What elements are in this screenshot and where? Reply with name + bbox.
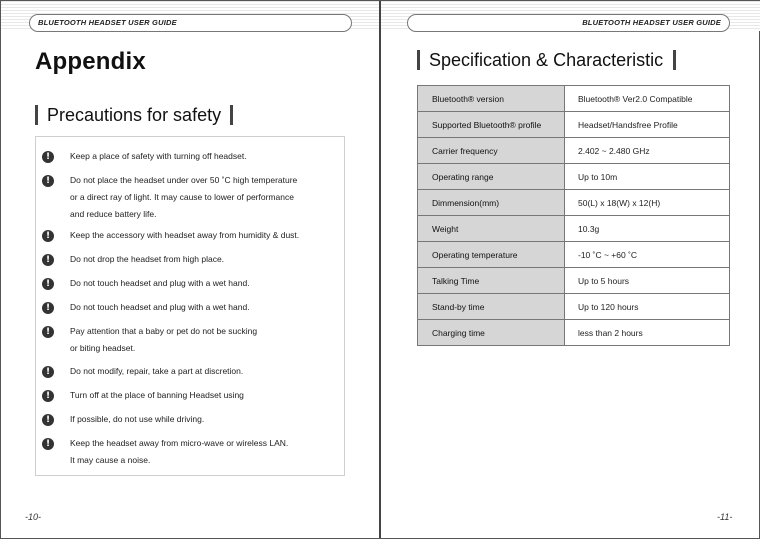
warning-icon: ! — [42, 230, 54, 242]
table-row — [418, 86, 730, 112]
warning-icon: ! — [42, 302, 54, 314]
warning-icon: ! — [42, 414, 54, 426]
warning-icon: ! — [42, 278, 54, 290]
warning-icon: ! — [42, 254, 54, 266]
table-row — [418, 268, 730, 294]
precaution-text: Do not modify, repair, take a part at discretion. — [70, 366, 244, 376]
spec-value: Up to 120 hours — [565, 294, 730, 320]
spec-label: Carrier frequency — [418, 138, 565, 164]
spec-label: Operating range — [418, 164, 565, 190]
spec-label: Talking Time — [418, 268, 565, 294]
precaution-item — [42, 326, 340, 357]
table-row — [418, 216, 730, 242]
spec-section-title — [417, 49, 676, 71]
warning-icon: ! — [42, 438, 54, 450]
spec-label: Charging time — [418, 320, 565, 346]
right-page — [381, 1, 760, 538]
warning-icon: ! — [42, 151, 54, 163]
precautions-title-text: Precautions for safety — [47, 104, 222, 125]
title-bar-left — [35, 105, 38, 125]
table-row — [418, 242, 730, 268]
warning-icon: ! — [42, 326, 54, 338]
warning-icon: ! — [42, 390, 54, 402]
spec-label: Dimmension(mm) — [418, 190, 565, 216]
precaution-text: Keep the accessory with headset away from humidity & dust. — [70, 230, 300, 240]
precaution-text: Do not touch headset and plug with a wet hand. — [70, 278, 250, 288]
spec-value: -10 ˚C ~ +60 ˚C — [565, 242, 730, 268]
left-page — [1, 1, 380, 538]
left-page-header — [1, 1, 380, 31]
precaution-item — [42, 438, 340, 469]
precaution-item — [42, 414, 340, 428]
precautions-section-title — [35, 104, 233, 126]
spec-table — [417, 85, 730, 346]
right-page-header — [381, 1, 760, 31]
spec-value: 50(L) x 18(W) x 12(H) — [565, 190, 730, 216]
page-number: -10- — [25, 512, 42, 522]
table-row — [418, 320, 730, 346]
precaution-text: Do not drop the headset from high place. — [70, 254, 225, 264]
precaution-text: Keep a place of safety with turning off headset. — [70, 151, 247, 161]
precaution-item — [42, 390, 340, 404]
header-title: BLUETOOTH HEADSET USER GUIDE — [38, 18, 177, 27]
precaution-item — [42, 254, 340, 268]
precaution-text: Do not place the headset under over 50 ˚C high temperature or a direct ray of light. It may cause to lower of performance and reduce battery life. — [70, 175, 298, 219]
table-row — [418, 164, 730, 190]
page-number: -11- — [717, 512, 733, 522]
precaution-text: Do not touch headset and plug with a wet hand. — [70, 302, 250, 312]
spec-label: Supported Bluetooth® profile — [418, 112, 565, 138]
table-row — [418, 138, 730, 164]
table-row — [418, 190, 730, 216]
header-title-pill — [407, 14, 730, 32]
title-bar-right — [673, 50, 676, 70]
spec-value: 10.3g — [565, 216, 730, 242]
warning-icon: ! — [42, 366, 54, 378]
spec-value: less than 2 hours — [565, 320, 730, 346]
spec-label: Bluetooth® version — [418, 86, 565, 112]
precaution-item — [42, 175, 340, 223]
title-bar-left — [417, 50, 420, 70]
warning-icon: ! — [42, 175, 54, 187]
spec-label: Operating temperature — [418, 242, 565, 268]
header-title: BLUETOOTH HEADSET USER GUIDE — [582, 18, 721, 27]
precautions-box — [35, 136, 345, 476]
precaution-item — [42, 230, 340, 244]
precaution-item — [42, 278, 340, 292]
spec-value: Up to 10m — [565, 164, 730, 190]
precaution-text: Turn off at the place of banning Headset using — [70, 390, 244, 400]
spec-title-text: Specification & Characteristic — [429, 49, 664, 70]
precaution-item — [42, 302, 340, 316]
table-row — [418, 294, 730, 320]
spec-value: Bluetooth® Ver2.0 Compatible — [565, 86, 730, 112]
spec-label: Stand-by time — [418, 294, 565, 320]
appendix-heading: Appendix — [35, 48, 146, 75]
header-title-pill — [29, 14, 352, 32]
precaution-text: Keep the headset away from micro-wave or wireless LAN. It may cause a noise. — [70, 438, 289, 465]
precaution-item — [42, 151, 340, 165]
spec-value: Headset/Handsfree Profile — [565, 112, 730, 138]
precaution-text: If possible, do not use while driving. — [70, 414, 205, 424]
title-bar-right — [230, 105, 233, 125]
spec-label: Weight — [418, 216, 565, 242]
spec-value: 2.402 ~ 2.480 GHz — [565, 138, 730, 164]
spec-value: Up to 5 hours — [565, 268, 730, 294]
precaution-text: Pay attention that a baby or pet do not be sucking or biting headset. — [70, 326, 258, 353]
table-row — [418, 112, 730, 138]
precaution-item — [42, 366, 340, 380]
